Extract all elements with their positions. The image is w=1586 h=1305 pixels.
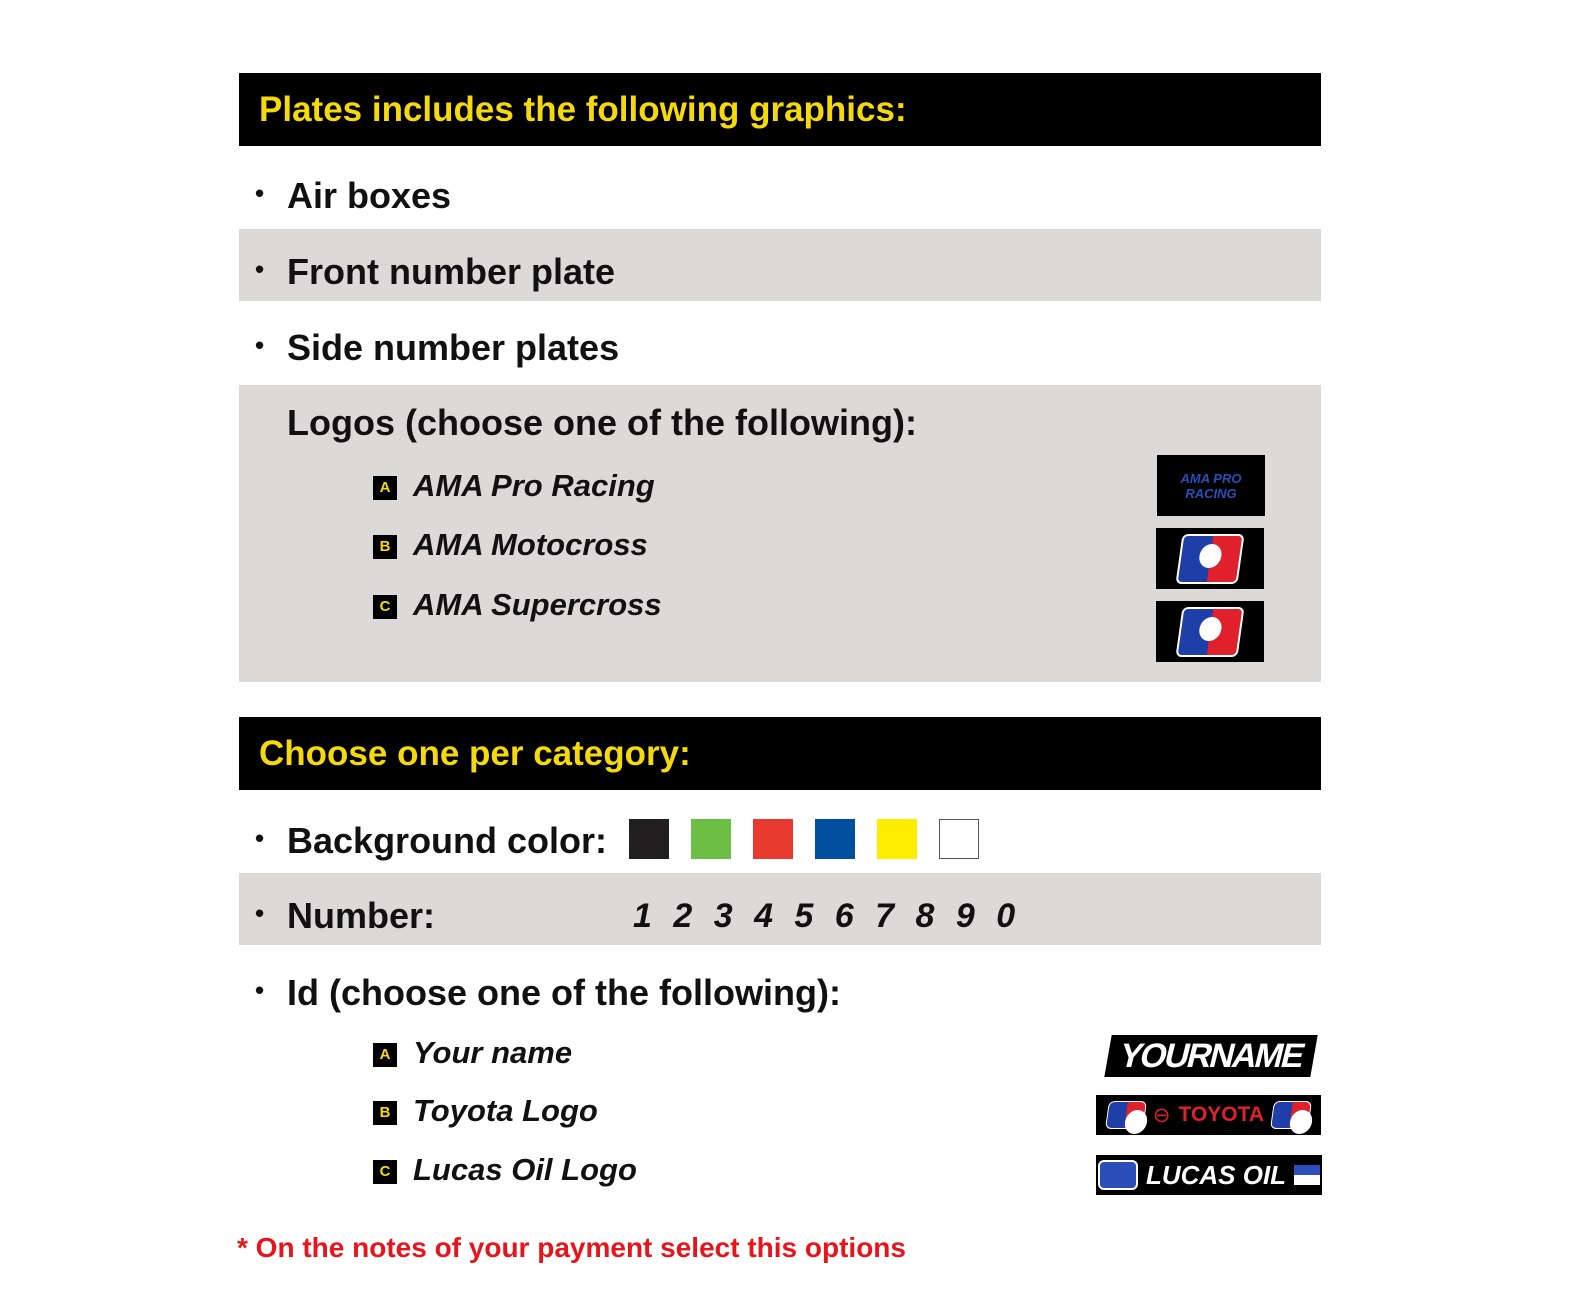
ama-pro-racing-logo (1157, 455, 1265, 516)
section-header-category: Choose one per category: (239, 717, 1321, 790)
option-label: Toyota Logo (413, 1093, 598, 1128)
ama-shield-icon (1175, 534, 1244, 584)
ama-motocross-logo (1156, 528, 1264, 589)
color-swatch-2[interactable] (753, 819, 793, 859)
number-options: 1 2 3 4 5 6 7 8 9 0 (633, 897, 1016, 935)
id-label-row: • Id (choose one of the following): (255, 972, 841, 1013)
logo-text: LUCAS OIL (1145, 1159, 1287, 1190)
option-label: Your name (413, 1035, 573, 1070)
logo-text: AMA PRO RACING (1180, 470, 1242, 501)
item-front-plate: • Front number plate (255, 251, 616, 292)
logos-label-text: Logos (choose one of the following): (287, 402, 917, 443)
footer-note: * On the notes of your payment select this options (237, 1232, 906, 1263)
ama-supercross-logo (1156, 601, 1264, 662)
ama-shield-icon (1175, 607, 1244, 657)
letter-badge: A (373, 1043, 397, 1067)
color-swatch-0[interactable] (629, 819, 669, 859)
ama-shield-icon (1270, 1101, 1312, 1129)
logos-label (255, 402, 917, 444)
toyota-logo: ⊖ TOYOTA (1096, 1095, 1321, 1135)
color-swatch-4[interactable] (877, 819, 917, 859)
item-side-plates: • Side number plates (255, 327, 620, 368)
id-option-c (373, 1152, 637, 1188)
number-row: • Number: (255, 895, 436, 936)
background-color-row: • Background color: (255, 819, 979, 862)
letter-badge: C (373, 1160, 397, 1184)
ama-pro-icon (1294, 1165, 1320, 1185)
letter-badge: C (373, 595, 397, 619)
id-option-b (373, 1093, 598, 1129)
item-air-boxes: • Air boxes (255, 175, 452, 216)
letter-badge: A (373, 476, 397, 500)
item-label: Side number plates (287, 327, 620, 368)
logo-option-c (373, 587, 662, 623)
logo-text: TOYOTA (1178, 1103, 1265, 1126)
lucas-oil-logo (1096, 1155, 1322, 1195)
color-swatch-3[interactable] (815, 819, 855, 859)
letter-badge: B (373, 535, 397, 559)
ama-shield-icon (1105, 1101, 1147, 1129)
letter-badge: B (373, 1101, 397, 1125)
logo-text: YOURNAME (1115, 1036, 1307, 1075)
color-swatch-5[interactable] (939, 819, 979, 859)
option-label: AMA Motocross (413, 527, 648, 562)
id-label: Id (choose one of the following): (287, 972, 841, 1013)
color-swatch-1[interactable] (691, 819, 731, 859)
option-label: AMA Pro Racing (413, 468, 655, 503)
option-label: Lucas Oil Logo (413, 1152, 637, 1187)
item-label: Front number plate (287, 251, 616, 292)
id-option-a (373, 1035, 572, 1071)
item-label: Air boxes (287, 175, 452, 216)
logo-option-b (373, 527, 648, 563)
motocross-badge-icon (1098, 1160, 1138, 1190)
yourname-logo (1104, 1035, 1317, 1077)
number-label: Number: (287, 895, 436, 936)
logo-option-a (373, 468, 655, 504)
section-header-graphics: Plates includes the following graphics: (239, 73, 1321, 146)
background-label: Background color: (287, 820, 608, 861)
option-label: AMA Supercross (413, 587, 662, 622)
